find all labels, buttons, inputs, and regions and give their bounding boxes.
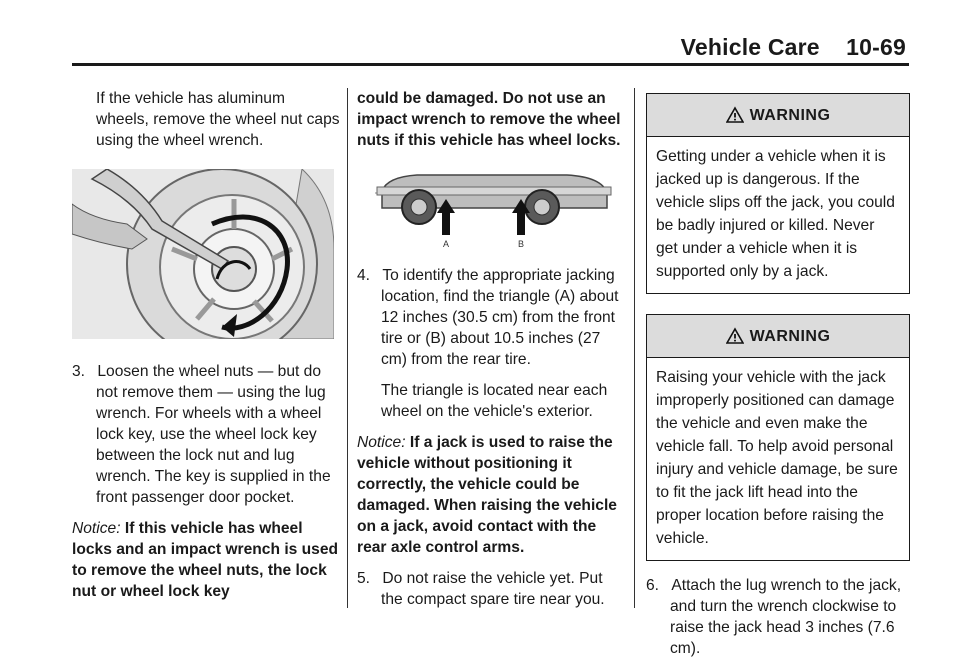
warning-header — [647, 315, 909, 358]
step-number: 5. — [357, 570, 371, 587]
warning-box — [646, 93, 910, 294]
wheel-nut-figure — [72, 169, 334, 339]
step-4-subtext: The triangle is located near each wheel on the vehicle's exterior. — [381, 382, 608, 420]
notice-text: If a jack is used to raise the vehicle without positioning it correctly, the vehicle could be damaged. When raising the vehicle on a jack, avoid contact with the rear axle control arms. — [357, 434, 617, 556]
warning-text: Raising your vehicle with the jack improperly positioned can damage the vehicle and even make the vehicle fall. To help avoid personal injury and vehicle damage, be sure to fit the jack lift head into the proper location before raising the vehicle. — [656, 369, 898, 547]
warning-box — [646, 314, 910, 561]
step-4 — [357, 265, 627, 370]
warning-text: Getting under a vehicle when it is jacked up is dangerous. If the vehicle slips off the jack, you could be badly injured or killed. Never get under a vehicle when it is supported only by a jack. — [656, 148, 895, 280]
step-5 — [357, 568, 627, 610]
notice-label: Notice: — [72, 520, 121, 537]
figure-label-b: B — [518, 239, 525, 249]
warning-title: WARNING — [749, 106, 831, 124]
column-3 — [646, 93, 910, 669]
notice-text: If this vehicle has wheel locks and an impact wrench is used to remove the wheel nuts, the lock nut or wheel lock key — [72, 520, 339, 600]
column-2 — [357, 88, 627, 620]
step-number: 6. — [646, 577, 660, 594]
intro-paragraph: If the vehicle has aluminum wheels, remove the wheel nut caps using the wheel wrench. — [96, 90, 340, 149]
step-3 — [72, 361, 340, 508]
warning-header — [647, 94, 909, 137]
page-title: Vehicle Care 10-69 — [680, 34, 906, 60]
column-1 — [72, 88, 340, 612]
warning-icon — [726, 106, 744, 124]
step-text: Attach the lug wrench to the jack, and turn the wrench clockwise to raise the jack head 3 inches (7.6 cm). — [670, 577, 902, 657]
notice-paragraph — [72, 518, 340, 602]
notice-label: Notice: — [357, 434, 406, 451]
notice-paragraph — [357, 432, 627, 558]
warning-icon — [726, 327, 744, 345]
step-number: 3. — [72, 363, 86, 380]
warning-title: WARNING — [749, 327, 831, 345]
step-text: Do not raise the vehicle yet. Put the compact spare tire near you. — [381, 570, 605, 608]
column-divider — [634, 88, 635, 608]
jacking-location-figure — [357, 163, 627, 251]
column-divider — [347, 88, 348, 608]
header-rule — [72, 63, 909, 66]
step-number: 4. — [357, 267, 371, 284]
step-6 — [646, 575, 910, 659]
page-header — [0, 0, 960, 70]
notice-continued: could be damaged. Do not use an impact wrench to remove the wheel nuts if this vehicle has wheel locks. — [357, 90, 621, 149]
step-text: Loosen the wheel nuts — but do not remove them — using the lug wrench. For wheels with a wheel lock key, use the wheel lock key between the lock nut and lug wrench. The key is supplied in the front passenger door pocket. — [96, 363, 331, 506]
step-text: To identify the appropriate jacking location, find the triangle (A) about 12 inches (30.5 cm) from the front tire or (B) about 10.5 inches (27 cm) from the rear tire. — [381, 267, 619, 368]
figure-label-a: A — [443, 239, 450, 249]
